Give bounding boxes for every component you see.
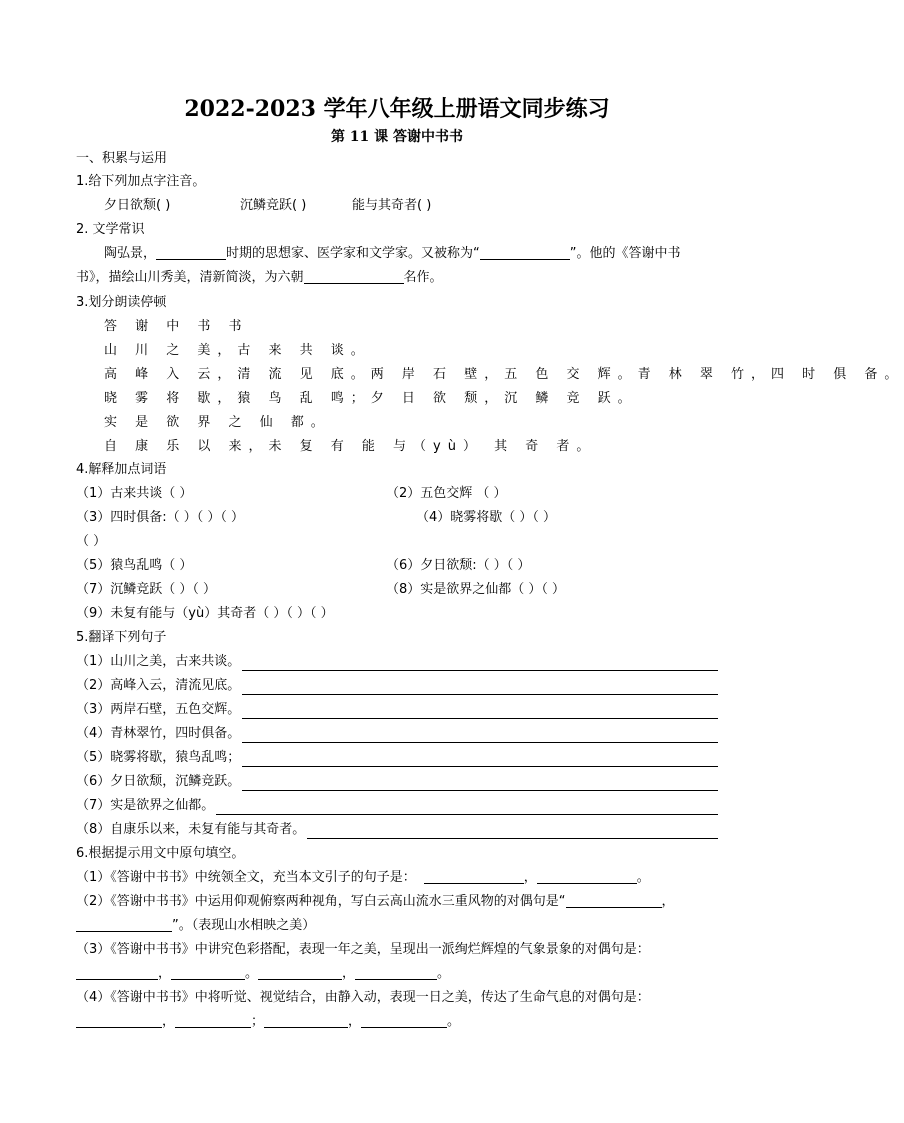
- answer-blank[interactable]: [264, 1013, 348, 1028]
- translate-sentence: （4）青林翠竹，四时俱备。: [76, 726, 241, 741]
- q4-item: （7）沉鳞竞跃（ ）（ ）: [76, 582, 217, 597]
- translate-item: [76, 821, 718, 839]
- q2-text: 书》，描绘山川秀美，清新简淡，为六朝: [76, 270, 304, 285]
- passage-line: 高 峰 入 云，清 流 见 底。两 岸 石 壁，五 色 交 辉。青 林 翠 竹，四 时 俱 备。: [104, 367, 904, 382]
- answer-blank[interactable]: [76, 917, 172, 932]
- translate-sentence: （7）实是欲界之仙都。: [76, 798, 215, 813]
- lesson-subtitle: 第 11 课 答谢中书书: [330, 129, 464, 145]
- q6-item-3: （3）《答谢中书书》中讲究色彩搭配，表现一年之美，呈现出一派绚烂辉煌的气象景象的对偶句是：: [76, 942, 650, 957]
- answer-line[interactable]: [242, 754, 718, 767]
- q4-item: （6）夕日欲颓:（ ）（ ）: [386, 558, 531, 573]
- answer-blank[interactable]: [258, 965, 342, 980]
- q3-heading: 3.划分朗读停顿: [76, 295, 167, 310]
- passage-line: 晓 雾 将 歇，猿 鸟 乱 鸣；夕 日 欲 颓，沉 鳞 竞 跃。: [104, 391, 638, 406]
- q2-text: 陶弘景，: [104, 246, 157, 261]
- passage-line: 自 康 乐 以 来，未 复 有 能 与（yù） 其 奇 者。: [104, 439, 597, 454]
- answer-line[interactable]: [242, 682, 718, 695]
- answer-line[interactable]: [216, 802, 718, 815]
- answer-line[interactable]: [242, 778, 718, 791]
- q1-item-2: 沉鳞竞跃( ): [240, 198, 307, 213]
- answer-blank[interactable]: [171, 965, 245, 980]
- translate-sentence: （6）夕日欲颓，沉鳞竞跃。: [76, 774, 241, 789]
- q1-item-3: 能与其奇者( ): [352, 198, 432, 213]
- answer-blank[interactable]: [175, 1013, 251, 1028]
- translate-item: [76, 653, 718, 671]
- translate-item: [76, 749, 718, 767]
- q6-text: ”。（表现山水相映之美）: [172, 918, 316, 933]
- answer-blank[interactable]: [566, 893, 662, 908]
- q4-item: （1）古来共谈（ ）: [76, 486, 193, 501]
- q6-item-3-blanks: ， 。 ， 。: [76, 965, 450, 983]
- q6-item-2: （2）《答谢中书书》中运用仰观俯察两种视角，写白云高山流水三重风物的对偶句是“ ，: [76, 894, 675, 909]
- q4-item: （ ）: [76, 534, 107, 549]
- translate-item: [76, 725, 718, 743]
- answer-blank[interactable]: [76, 1013, 162, 1028]
- q6-text: （2）《答谢中书书》中运用仰观俯察两种视角，写白云高山流水三重风物的对偶句是“: [76, 894, 566, 909]
- q6-item-2-cont: [76, 917, 315, 935]
- q4-item: （3）四时俱备:（ ）（ ）（ ）: [76, 510, 245, 525]
- translate-item: [76, 701, 718, 719]
- section-heading: 一、积累与运用: [76, 151, 168, 166]
- q2-text: ”。他的《答谢中书: [569, 246, 681, 261]
- answer-blank[interactable]: [424, 869, 524, 884]
- answer-line[interactable]: [242, 658, 718, 671]
- translate-sentence: （1）山川之美，古来共谈。: [76, 654, 241, 669]
- translate-sentence: （2）高峰入云，清流见底。: [76, 678, 241, 693]
- q6-item-4: （4）《答谢中书书》中将听觉、视觉结合，由静入动，表现一日之美，传达了生命气息的对偶句是：: [76, 990, 650, 1005]
- translate-sentence: （8）自康乐以来，未复有能与其奇者。: [76, 822, 306, 837]
- answer-blank[interactable]: [76, 965, 158, 980]
- translate-item: [76, 677, 718, 695]
- translate-sentence: （3）两岸石壁，五色交辉。: [76, 702, 241, 717]
- q4-item: （2）五色交辉 （ ）: [386, 486, 507, 501]
- answer-line[interactable]: [242, 730, 718, 743]
- answer-blank[interactable]: [355, 965, 437, 980]
- passage-line: 山 川 之 美，古 来 共 谈。: [104, 343, 371, 358]
- q6-item-4-blanks: ， ； ， 。: [76, 1013, 460, 1031]
- q2-heading: 2. 文学常识: [76, 222, 145, 237]
- q4-item: （8）实是欲界之仙都（ ）（ ）: [386, 582, 566, 597]
- q2-line-2: [76, 269, 443, 287]
- q4-heading: 4.解释加点词语: [76, 462, 167, 477]
- answer-line[interactable]: [307, 826, 718, 839]
- answer-blank[interactable]: [361, 1013, 447, 1028]
- translate-item: [76, 797, 718, 815]
- q4-item: （9）未复有能与（yù）其奇者（ ）（ ）（ ）: [76, 606, 334, 621]
- q6-heading: 6.根据提示用文中原句填空。: [76, 846, 245, 861]
- q2-text: 时期的思想家、医学家和文学家。又被称为“: [226, 246, 480, 261]
- q4-item: （4）晓雾将歇（ ）（ ）: [416, 510, 557, 525]
- q2-line-1: [104, 245, 681, 263]
- translate-sentence: （5）晓雾将歇，猿鸟乱鸣；: [76, 750, 241, 765]
- page-title: 2022-2023 学年八年级上册语文同步练习: [184, 96, 610, 122]
- passage-line: 答 谢 中 书 书: [104, 319, 249, 334]
- answer-blank[interactable]: [304, 269, 404, 284]
- q6-item-1: （1）《答谢中书书》中统领全文，充当本文引子的句子是： ， 。: [76, 870, 650, 885]
- answer-line[interactable]: [242, 706, 718, 719]
- q1-heading: 1.给下列加点字注音。: [76, 174, 206, 189]
- answer-blank[interactable]: [156, 245, 226, 260]
- passage-line: 实 是 欲 界 之 仙 都。: [104, 415, 331, 430]
- answer-blank[interactable]: [537, 869, 637, 884]
- q1-item-1: 夕日欲颓( ): [104, 198, 171, 213]
- q2-text: 名作。: [403, 270, 443, 285]
- answer-blank[interactable]: [480, 245, 570, 260]
- translate-item: [76, 773, 718, 791]
- q5-heading: 5.翻译下列句子: [76, 630, 167, 645]
- q4-item: （5）猿鸟乱鸣（ ）: [76, 558, 193, 573]
- q6-text: （1）《答谢中书书》中统领全文，充当本文引子的句子是：: [76, 870, 416, 885]
